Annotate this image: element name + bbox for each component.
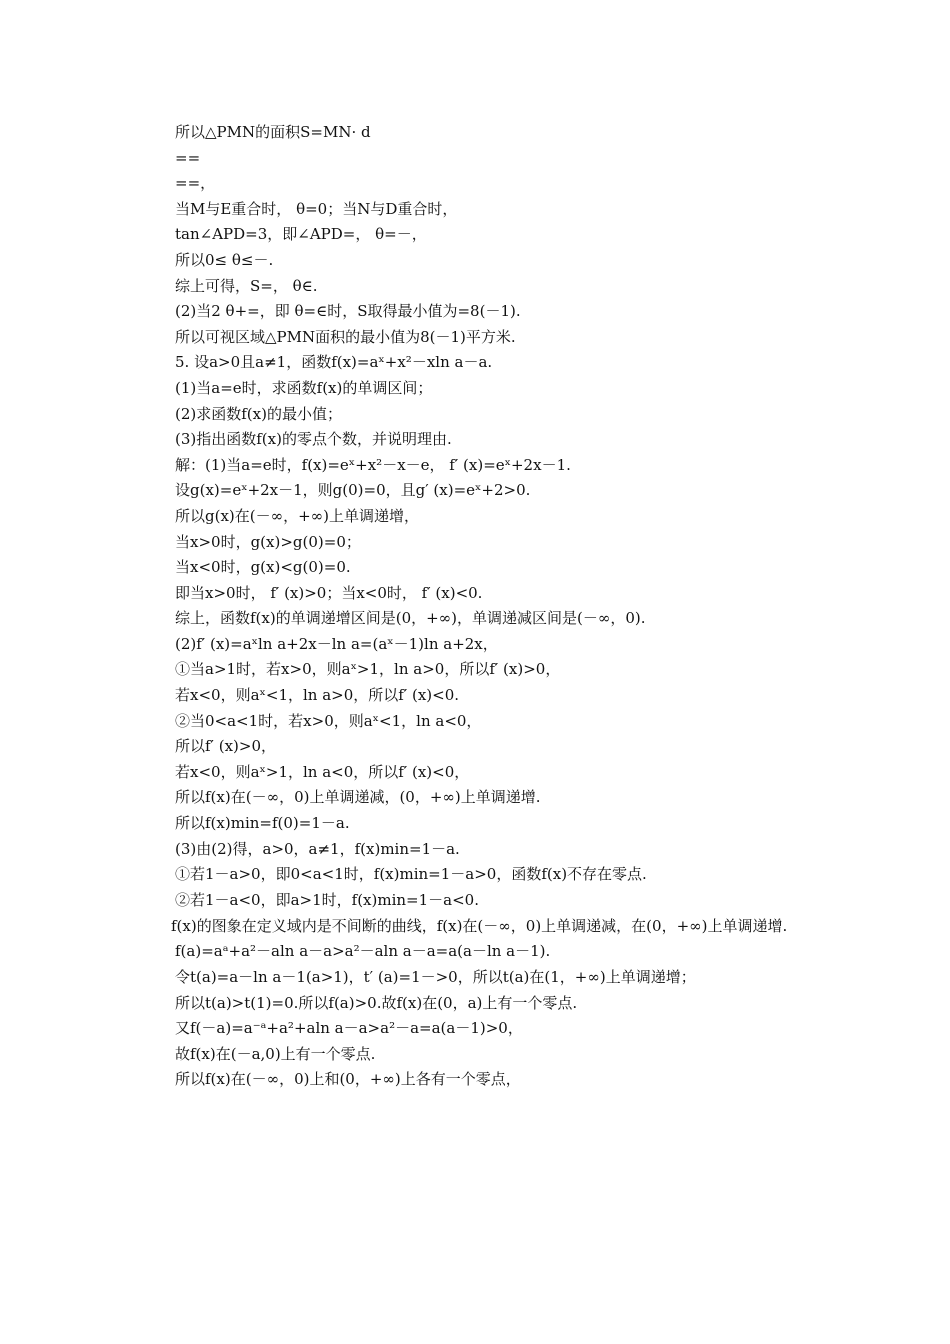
text-line: ②当0<a<1时，若x>0，则aˣ<1，ln a<0， [175,711,482,730]
text-line: 所以0≤ θ≤－. [175,250,274,269]
text-line: 令t(a)=a－ln a－1(a>1)，t′ (a)=1－>0，所以t(a)在(1，+∞)上单调递增； [175,968,696,986]
text-line: 若x<0，则aˣ>1，ln a<0，所以f′ (x)<0， [175,762,470,781]
text-line: (1)当a=e时，求函数f(x)的单调区间； [175,378,433,397]
text-line: 当x>0时，g(x)>g(0)=0； [175,532,361,551]
text-line: ①若1－a>0，即0<a<1时，f(x)min=1－a>0，函数f(x)不存在零点. [175,865,647,884]
text-line: (3)指出函数f(x)的零点个数，并说明理由. [175,430,452,449]
text-line: 所以g(x)在(－∞，+∞)上单调递增， [175,506,420,525]
text-line: 故f(x)在(－a,0)上有一个零点. [175,1044,376,1063]
text-line: 解：(1)当a=e时，f(x)=eˣ+x²－x－e， f′ (x)=eˣ+2x－1. [175,455,571,474]
text-line: ②若1－a<0，即a>1时，f(x)min=1－a<0. [175,890,479,909]
text-line: 即当x>0时， f′ (x)>0；当x<0时， f′ (x)<0. [175,583,483,602]
text-line: 又f(－a)=a⁻ᵃ+a²+aln a－a>a²－a=a(a－1)>0， [175,1019,523,1038]
document-body [147,120,817,1093]
text-line: ①当a>1时，若x>0，则aˣ>1，ln a>0，所以f′ (x)>0， [175,660,561,679]
text-line: tan∠APD=3，即∠APD=， θ=－， [175,225,427,244]
text-line: (2)求函数f(x)的最小值； [175,404,342,423]
text-line: 所以f(x)在(－∞，0)上单调递减，(0，+∞)上单调递增. [175,788,541,807]
text-line: 所以△PMN的面积S=MN· d [175,123,371,141]
text-line: 若x<0，则aˣ<1，ln a>0，所以f′ (x)<0. [175,686,460,705]
text-line: 当M与E重合时， θ=0；当N与D重合时， [175,199,458,218]
text-line: (3)由(2)得，a>0，a≠1，f(x)min=1－a. [175,839,460,858]
text-line: 所以可视区域△PMN面积的最小值为8(－1)平方米. [175,327,516,346]
text-line: (2)f′ (x)=aˣln a+2x－ln a=(aˣ－1)ln a+2x， [175,634,498,653]
text-line: 所以f′ (x)>0， [175,737,277,756]
text-line: 综上可得，S=， θ∈. [175,276,318,295]
text-line: 所以t(a)>t(1)=0.所以f(a)>0.故f(x)在(0，a)上有一个零点. [175,993,578,1012]
problem-heading: 5. 设a>0且a≠1，函数f(x)=aˣ+x²－xln a－a. [175,353,493,372]
text-line: == [175,148,201,167]
text-line: 设g(x)=eˣ+2x－1，则g(0)=0，且g′ (x)=eˣ+2>0. [175,481,531,500]
text-paragraph: f(x)的图象在定义域内是不间断的曲线，f(x)在(－∞，0)上单调递减，在(0，+∞)上单调递增. [171,917,788,936]
text-line: 所以f(x)在(－∞，0)上和(0，+∞)上各有一个零点， [175,1070,521,1089]
text-line: ==， [175,174,216,193]
text-line: (2)当2 θ+=，即 θ=∈时，S取得最小值为=8(－1). [175,302,521,321]
text-line: f(a)=aᵃ+a²－aln a－a>a²－aln a－a=a(a－ln a－1). [175,942,551,961]
text-line: 综上，函数f(x)的单调递增区间是(0，+∞)，单调递减区间是(－∞，0). [175,609,646,628]
text-line: 当x<0时，g(x)<g(0)=0. [175,558,351,577]
text-line: 所以f(x)min=f(0)=1－a. [175,814,350,833]
